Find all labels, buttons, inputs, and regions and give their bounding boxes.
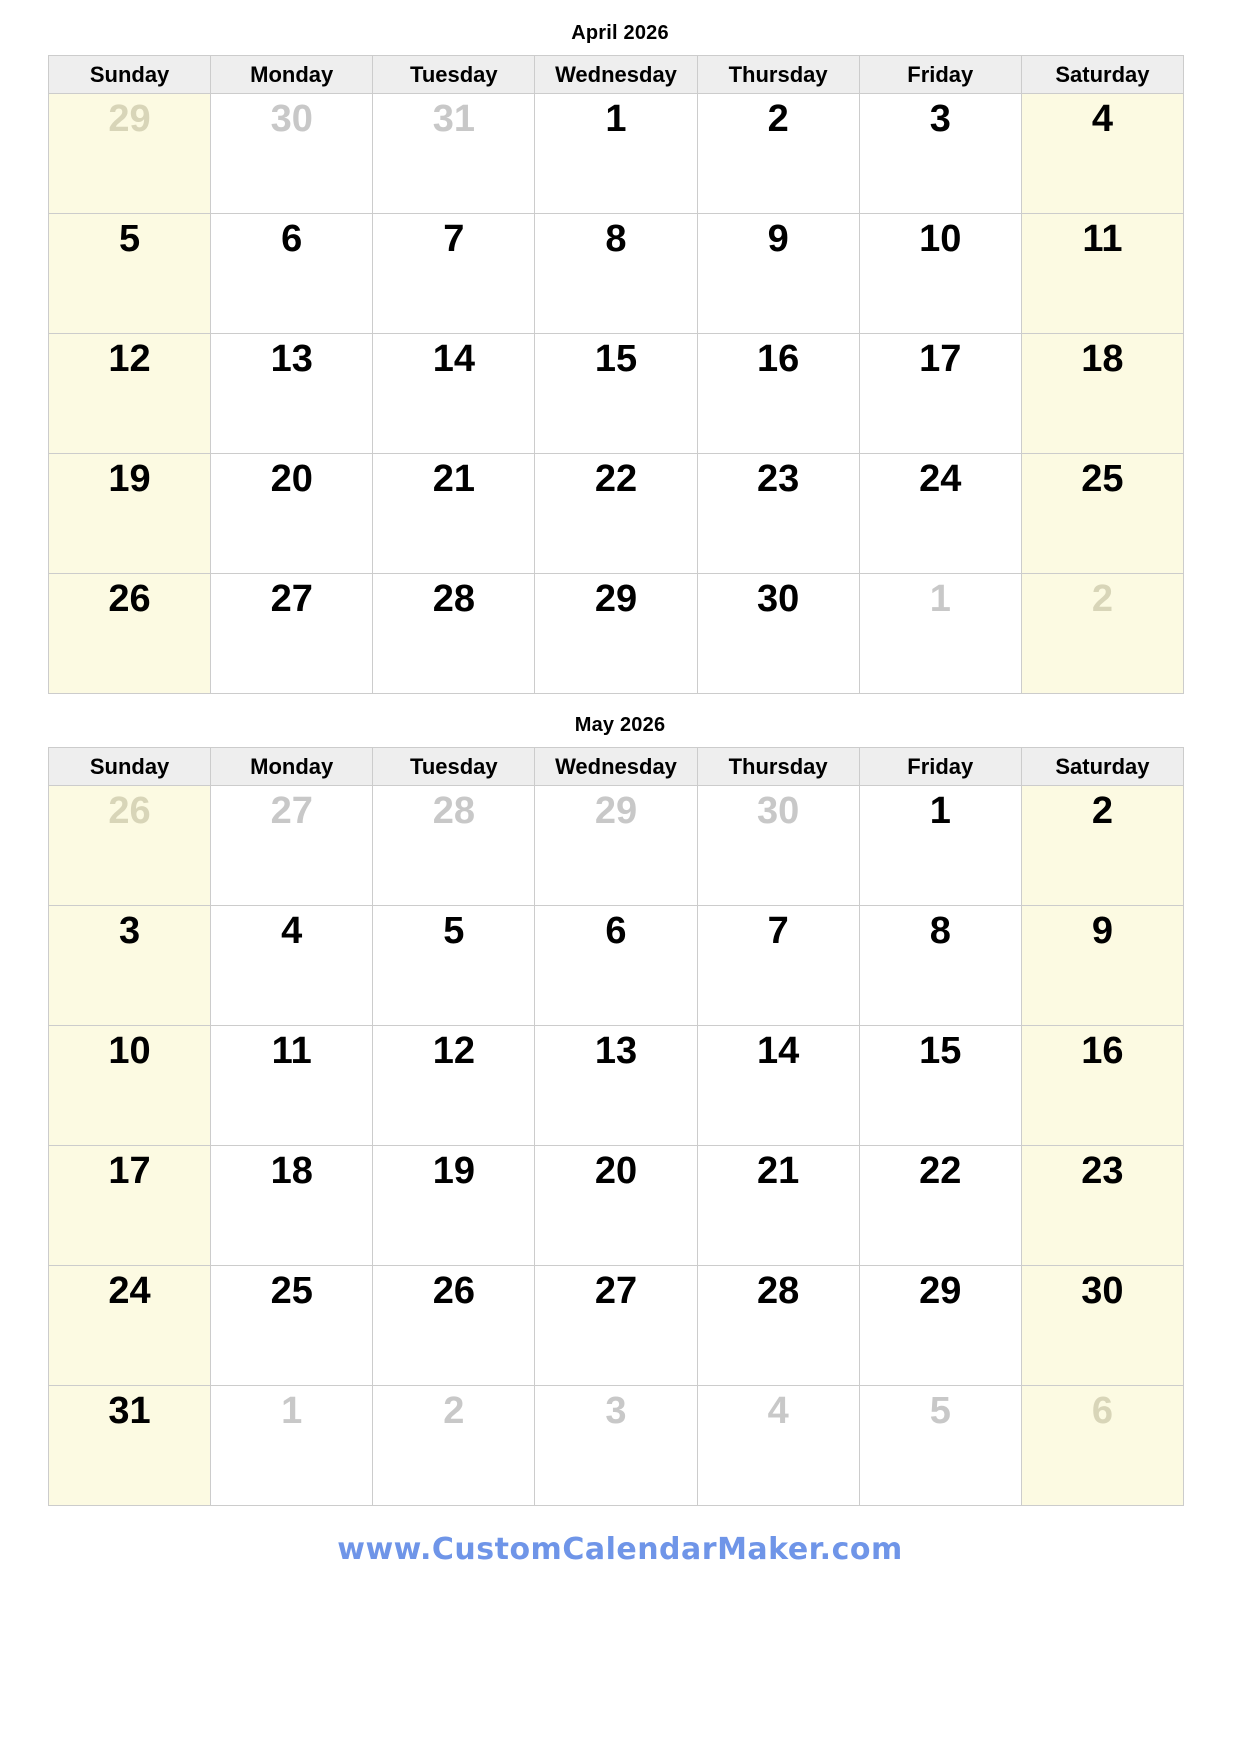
calendar-day-cell[interactable] — [859, 1386, 1021, 1506]
calendar-day-cell[interactable] — [697, 1386, 859, 1506]
day-number: 18 — [270, 1150, 313, 1192]
day-number: 3 — [605, 1390, 627, 1432]
weekday-header-wednesday: Wednesday — [535, 56, 697, 94]
day-number: 15 — [919, 1030, 962, 1072]
calendar-week-row — [49, 454, 1184, 574]
day-number: 30 — [756, 790, 800, 832]
calendar-week-row — [49, 94, 1184, 214]
calendar-day-cell[interactable] — [697, 1026, 859, 1146]
calendar-day-cell[interactable] — [373, 1146, 535, 1266]
calendar-week-row — [49, 1026, 1184, 1146]
weekday-header-sunday: Sunday — [49, 748, 211, 786]
calendar-day-cell[interactable] — [697, 1146, 859, 1266]
day-number: 21 — [756, 1150, 800, 1192]
calendar-day-cell[interactable] — [859, 454, 1021, 574]
day-number: 1 — [281, 1390, 303, 1432]
calendar-week-row — [49, 334, 1184, 454]
day-number: 29 — [594, 578, 638, 620]
weekday-header-friday: Friday — [859, 748, 1021, 786]
calendar-day-cell[interactable] — [49, 1266, 211, 1386]
day-number: 22 — [594, 458, 638, 500]
day-number: 14 — [432, 338, 475, 380]
day-number: 5 — [443, 910, 465, 952]
calendar-day-cell[interactable] — [859, 786, 1021, 906]
day-number: 7 — [443, 218, 465, 260]
calendar-day-cell[interactable] — [1021, 574, 1183, 694]
calendar-day-cell[interactable] — [49, 94, 211, 214]
calendar-day-cell[interactable] — [859, 1026, 1021, 1146]
day-number: 30 — [1081, 1270, 1124, 1312]
day-number: 4 — [281, 910, 303, 952]
calendar-day-cell[interactable] — [535, 786, 697, 906]
day-number: 23 — [1081, 1150, 1124, 1192]
calendar-day-cell[interactable] — [211, 786, 373, 906]
day-number: 25 — [1081, 458, 1124, 500]
day-number: 2 — [1091, 578, 1113, 620]
day-number: 2 — [767, 98, 789, 140]
day-number: 7 — [767, 910, 789, 952]
calendar-day-cell[interactable] — [859, 214, 1021, 334]
day-number: 14 — [756, 1030, 800, 1072]
calendar-day-cell[interactable] — [373, 786, 535, 906]
calendar-day-cell[interactable] — [373, 906, 535, 1026]
day-number: 9 — [767, 218, 789, 260]
day-number: 19 — [108, 458, 151, 500]
calendar-day-cell[interactable] — [49, 574, 211, 694]
calendar-day-cell[interactable] — [535, 906, 697, 1026]
day-number: 8 — [605, 218, 627, 260]
calendar-day-cell[interactable] — [535, 1386, 697, 1506]
day-number: 29 — [594, 790, 638, 832]
day-number: 5 — [929, 1390, 951, 1432]
calendar-day-cell[interactable] — [859, 1146, 1021, 1266]
day-number: 26 — [432, 1270, 475, 1312]
calendar-week-row — [49, 1266, 1184, 1386]
calendar-day-cell[interactable] — [211, 1386, 373, 1506]
calendar-day-cell[interactable] — [697, 786, 859, 906]
day-number: 27 — [270, 790, 313, 832]
calendar-day-cell[interactable] — [859, 574, 1021, 694]
calendar-day-cell[interactable] — [1021, 94, 1183, 214]
calendar-day-cell[interactable] — [373, 1386, 535, 1506]
weekday-header-row — [49, 56, 1184, 94]
day-number: 2 — [1091, 790, 1113, 832]
day-number: 24 — [108, 1270, 151, 1312]
day-number: 3 — [929, 98, 951, 140]
weekday-header-sunday: Sunday — [49, 56, 211, 94]
day-number: 12 — [432, 1030, 475, 1072]
day-number: 31 — [432, 98, 475, 140]
calendar-day-cell[interactable] — [697, 454, 859, 574]
day-number: 26 — [108, 578, 151, 620]
day-number: 11 — [271, 1030, 312, 1072]
day-number: 11 — [1082, 218, 1123, 260]
calendar-day-cell[interactable] — [373, 334, 535, 454]
calendar-day-cell[interactable] — [535, 334, 697, 454]
calendar-day-cell[interactable] — [49, 334, 211, 454]
calendar-day-cell[interactable] — [697, 334, 859, 454]
calendar-day-cell[interactable] — [859, 94, 1021, 214]
day-number: 29 — [919, 1270, 962, 1312]
day-number: 8 — [929, 910, 951, 952]
calendar-day-cell[interactable] — [697, 906, 859, 1026]
calendar-day-cell[interactable] — [211, 906, 373, 1026]
calendar-day-cell[interactable] — [373, 1026, 535, 1146]
calendar-day-cell[interactable] — [373, 94, 535, 214]
day-number: 9 — [1091, 910, 1113, 952]
day-number: 18 — [1081, 338, 1124, 380]
day-number: 17 — [919, 338, 962, 380]
day-number: 20 — [594, 1150, 638, 1192]
day-number: 1 — [929, 790, 951, 832]
calendar-day-cell[interactable] — [211, 214, 373, 334]
day-number: 6 — [605, 910, 627, 952]
calendar-day-cell[interactable] — [697, 574, 859, 694]
day-number: 27 — [270, 578, 313, 620]
day-number: 10 — [919, 218, 962, 260]
day-number: 30 — [756, 578, 800, 620]
day-number: 10 — [108, 1030, 151, 1072]
weekday-header-tuesday: Tuesday — [373, 748, 535, 786]
calendar-day-cell[interactable] — [535, 94, 697, 214]
calendar-day-cell[interactable] — [859, 334, 1021, 454]
day-number: 12 — [108, 338, 151, 380]
day-number: 24 — [919, 458, 962, 500]
day-number: 26 — [108, 790, 151, 832]
day-number: 25 — [270, 1270, 313, 1312]
day-number: 28 — [432, 790, 475, 832]
weekday-header-saturday: Saturday — [1021, 748, 1183, 786]
calendar-day-cell[interactable] — [49, 454, 211, 574]
month-title-may: May 2026 — [574, 714, 666, 736]
weekday-header-tuesday: Tuesday — [373, 56, 535, 94]
weekday-header-monday: Monday — [211, 748, 373, 786]
calendar-day-cell[interactable] — [1021, 1386, 1183, 1506]
calendar-day-cell[interactable] — [211, 1026, 373, 1146]
calendar-day-cell[interactable] — [373, 454, 535, 574]
calendar-body-april — [49, 94, 1184, 694]
weekday-header-friday: Friday — [859, 56, 1021, 94]
calendar-day-cell[interactable] — [1021, 786, 1183, 906]
calendar-week-row — [49, 214, 1184, 334]
calendar-day-cell[interactable] — [211, 454, 373, 574]
calendar-week-row — [49, 574, 1184, 694]
day-number: 2 — [443, 1390, 465, 1432]
day-number: 16 — [1081, 1030, 1124, 1072]
weekday-header-monday: Monday — [211, 56, 373, 94]
day-number: 13 — [594, 1030, 638, 1072]
day-number: 29 — [108, 98, 151, 140]
day-number: 1 — [929, 578, 951, 620]
calendar-day-cell[interactable] — [1021, 1146, 1183, 1266]
weekday-header-thursday: Thursday — [697, 56, 859, 94]
day-number: 13 — [270, 338, 313, 380]
calendar-day-cell[interactable] — [211, 1146, 373, 1266]
calendar-day-cell[interactable] — [373, 574, 535, 694]
calendar-table-april — [48, 55, 1184, 694]
calendar-day-cell[interactable] — [535, 1026, 697, 1146]
day-number: 6 — [281, 218, 303, 260]
day-number: 6 — [1091, 1390, 1113, 1432]
calendar-day-cell[interactable] — [211, 574, 373, 694]
calendar-day-cell[interactable] — [535, 574, 697, 694]
day-number: 28 — [756, 1270, 800, 1312]
calendar-day-cell[interactable] — [211, 334, 373, 454]
day-number: 23 — [756, 458, 800, 500]
calendar-day-cell[interactable] — [697, 94, 859, 214]
calendar-day-cell[interactable] — [373, 214, 535, 334]
day-number: 27 — [594, 1270, 638, 1312]
day-number: 5 — [119, 218, 141, 260]
calendar-week-row — [49, 1146, 1184, 1266]
calendar-day-cell[interactable] — [859, 906, 1021, 1026]
calendar-day-cell[interactable] — [535, 1146, 697, 1266]
calendar-day-cell[interactable] — [49, 786, 211, 906]
day-number: 16 — [756, 338, 800, 380]
day-number: 17 — [108, 1150, 151, 1192]
month-title-april: April 2026 — [571, 22, 669, 44]
calendar-day-cell[interactable] — [211, 94, 373, 214]
day-number: 31 — [108, 1390, 151, 1432]
day-number: 22 — [919, 1150, 962, 1192]
calendar-day-cell[interactable] — [49, 1386, 211, 1506]
site-url-footer[interactable]: www.CustomCalendarMaker.com — [337, 1532, 903, 1567]
calendar-day-cell[interactable] — [859, 1266, 1021, 1386]
calendar-table-may — [48, 747, 1184, 1506]
day-number: 15 — [594, 338, 638, 380]
calendar-day-cell[interactable] — [1021, 214, 1183, 334]
day-number: 28 — [432, 578, 475, 620]
day-number: 30 — [270, 98, 313, 140]
calendar-day-cell[interactable] — [1021, 1266, 1183, 1386]
weekday-header-row — [49, 748, 1184, 786]
day-number: 4 — [767, 1390, 789, 1432]
calendar-body-may — [49, 786, 1184, 1506]
calendar-day-cell[interactable] — [49, 1026, 211, 1146]
day-number: 4 — [1091, 98, 1113, 140]
day-number: 21 — [432, 458, 475, 500]
day-number: 3 — [119, 910, 141, 952]
calendar-day-cell[interactable] — [1021, 1026, 1183, 1146]
calendar-day-cell[interactable] — [1021, 906, 1183, 1026]
calendar-day-cell[interactable] — [697, 214, 859, 334]
calendar-day-cell[interactable] — [535, 214, 697, 334]
calendar-day-cell[interactable] — [49, 906, 211, 1026]
calendar-day-cell[interactable] — [535, 1266, 697, 1386]
calendar-day-cell[interactable] — [1021, 334, 1183, 454]
weekday-header-wednesday: Wednesday — [535, 748, 697, 786]
calendar-week-row — [49, 786, 1184, 906]
calendar-day-cell[interactable] — [697, 1266, 859, 1386]
calendar-day-cell[interactable] — [211, 1266, 373, 1386]
day-number: 19 — [432, 1150, 475, 1192]
calendar-day-cell[interactable] — [1021, 454, 1183, 574]
calendar-day-cell[interactable] — [535, 454, 697, 574]
calendar-day-cell[interactable] — [49, 214, 211, 334]
weekday-header-saturday: Saturday — [1021, 56, 1183, 94]
calendar-day-cell[interactable] — [373, 1266, 535, 1386]
month-spacer — [48, 694, 1192, 710]
day-number: 1 — [605, 98, 627, 140]
weekday-header-thursday: Thursday — [697, 748, 859, 786]
calendar-week-row — [49, 1386, 1184, 1506]
calendar-day-cell[interactable] — [49, 1146, 211, 1266]
day-number: 20 — [270, 458, 313, 500]
calendar-week-row — [49, 906, 1184, 1026]
